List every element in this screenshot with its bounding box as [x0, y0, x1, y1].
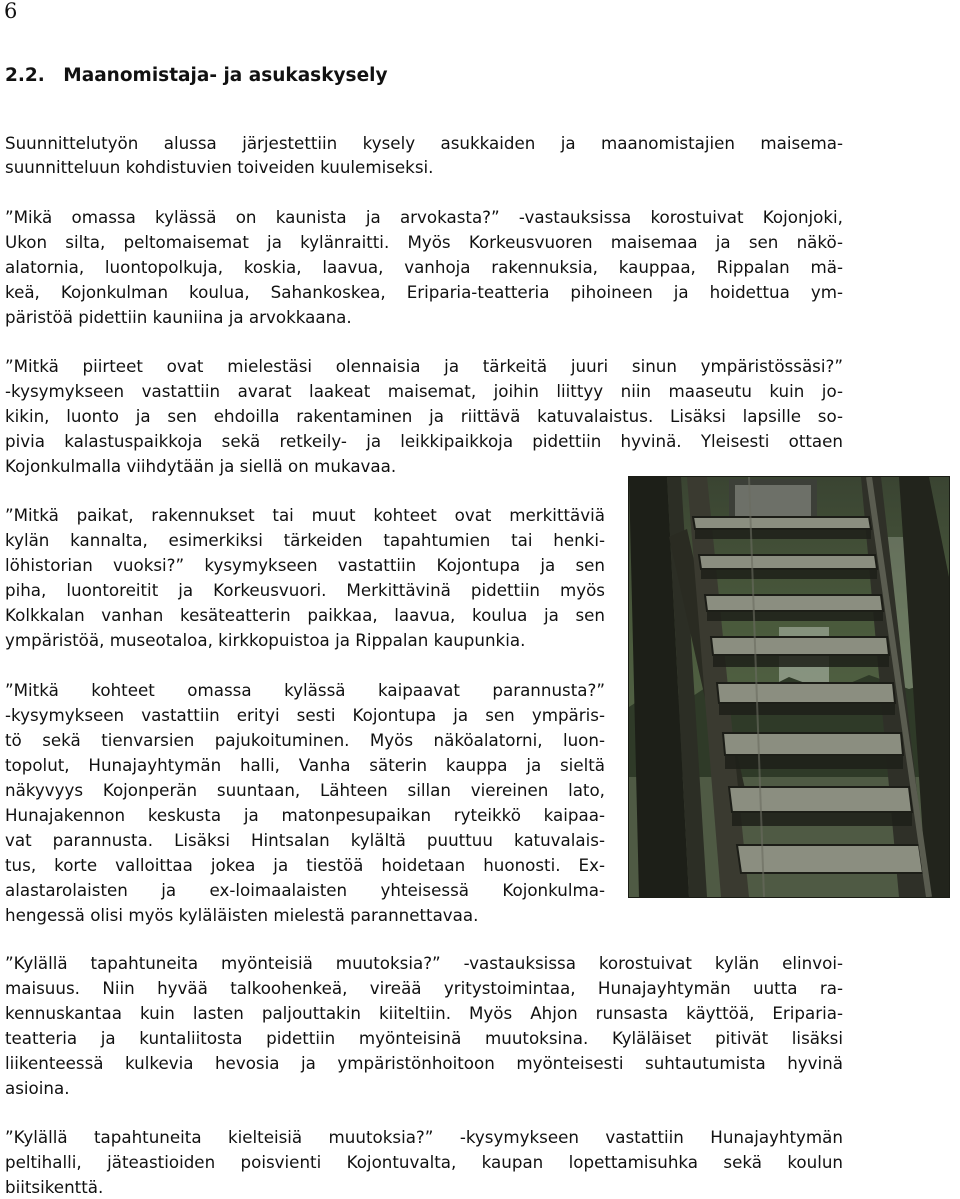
body-line: peltihalli, jäteastioiden poisvienti Kojontuvalta, kaupan lopettamisuhka sekä koulun: [5, 1152, 843, 1172]
body-line: päristöä pidettiin kauniina ja arvokkaana.: [5, 307, 352, 327]
body-line: ympäristöä, museotaloa, kirkkopuistoa ja Rippalan kaupunkia.: [5, 630, 526, 650]
body-line: -kysymykseen vastattiin erityi sesti Kojontupa ja sen ympäris-: [5, 705, 605, 725]
body-line: löhistorian vuoksi?” kysymykseen vastattiin Kojontupa ja sen: [5, 555, 605, 575]
body-line: teatteria ja kuntaliitosta pidettiin myönteisinä muutoksina. Kyläläiset pitivät lisäksi: [5, 1028, 843, 1048]
body-line: asioina.: [5, 1078, 70, 1098]
body-line: kennuskantaa kuin lasten paljouttakin kiiteltiin. Myös Ahjon runsasta käyttöä, Eriparia-: [5, 1003, 843, 1023]
tower-stairs-photo: [628, 476, 950, 898]
section-heading: 2.2. Maanomistaja- ja asukaskysely: [5, 65, 388, 86]
body-line: ”Kylällä tapahtuneita myönteisiä muutoksia?” -vastauksissa korostuivat kylän elinvoi-: [5, 953, 843, 973]
body-line: Ukon silta, peltomaisemat ja kylänraitti. Myös Korkeusvuoren maisemaa ja sen näkö-: [5, 232, 843, 252]
body-line: piha, luontoreitit ja Korkeusvuori. Merkittävinä pidettiin myös: [5, 580, 605, 600]
tower-stairs-illustration: [629, 477, 949, 897]
body-line: pivia kalastuspaikkoja sekä retkeily- ja leikkipaikkoja pidettiin hyvinä. Yleisesti ottaen: [5, 431, 843, 451]
body-line: kikin, luonto ja sen ehdoilla rakentaminen ja riittävä katuvalaistus. Lisäksi lapsille so-: [5, 406, 843, 426]
body-line: tus, korte valloittaa jokea ja tiestöä hoidetaan huonosti. Ex-: [5, 855, 605, 875]
body-line: biitsikenttä.: [5, 1177, 104, 1197]
body-line: Suunnittelutyön alussa järjestettiin kysely asukkaiden ja maanomistajien maisema-: [5, 133, 843, 153]
page-number: 6: [4, 0, 18, 23]
body-line: maisuus. Niin hyvää talkoohenkeä, vireää yritystoimintaa, Hunajayhtymän uutta ra-: [5, 978, 843, 998]
body-line: hengessä olisi myös kyläläisten mielestä parannettavaa.: [5, 905, 479, 925]
body-line: topolut, Hunajayhtymän halli, Vanha säterin kauppa ja sieltä: [5, 755, 605, 775]
body-line: -kysymykseen vastattiin avarat laakeat maisemat, joihin liittyy niin maaseutu kuin jo-: [5, 381, 843, 401]
body-line: liikenteessä kulkevia hevosia ja ympäristönhoitoon myönteisesti suhtautumista hyvinä: [5, 1053, 843, 1073]
body-line: ”Mikä omassa kylässä on kaunista ja arvokasta?” -vastauksissa korostuivat Kojonjoki,: [5, 207, 843, 227]
body-line: keä, Kojonkulman koulua, Sahankoskea, Eriparia-teatteria pihoineen ja hoidettua ym-: [5, 282, 843, 302]
body-line: alatornia, luontopolkuja, koskia, laavua, vanhoja rakennuksia, kauppaa, Rippalan mä-: [5, 257, 843, 277]
body-line: tö sekä tienvarsien pajukoituminen. Myös näköalatorni, luon-: [5, 730, 605, 750]
body-line: Kolkkalan vanhan kesäteatterin paikkaa, laavua, koulua ja sen: [5, 605, 605, 625]
body-line: ”Mitkä piirteet ovat mielestäsi olennaisia ja tärkeitä juuri sinun ympäristössäsi?”: [5, 356, 843, 376]
body-line: näkyvyys Kojonperän suuntaan, Lähteen sillan viereinen lato,: [5, 780, 605, 800]
body-line: suunnitteluun kohdistuvien toiveiden kuulemiseksi.: [5, 157, 434, 177]
body-line: Hunajakennon keskusta ja matonpesupaikan ryteikkö kaipaa-: [5, 805, 605, 825]
body-line: ”Kylällä tapahtuneita kielteisiä muutoksia?” -kysymykseen vastattiin Hunajayhtymän: [5, 1127, 843, 1147]
body-line: ”Mitkä kohteet omassa kylässä kaipaavat parannusta?”: [5, 680, 605, 700]
body-line: ”Mitkä paikat, rakennukset tai muut kohteet ovat merkittäviä: [5, 505, 605, 525]
body-line: kylän kannalta, esimerkiksi tärkeiden tapahtumien tai henki-: [5, 530, 605, 550]
body-line: vat parannusta. Lisäksi Hintsalan kylältä puuttuu katuvalais-: [5, 830, 605, 850]
body-line: alastarolaisten ja ex-loimaalaisten yhteisessä Kojonkulma-: [5, 880, 605, 900]
body-line: Kojonkulmalla viihdytään ja siellä on mukavaa.: [5, 456, 397, 476]
